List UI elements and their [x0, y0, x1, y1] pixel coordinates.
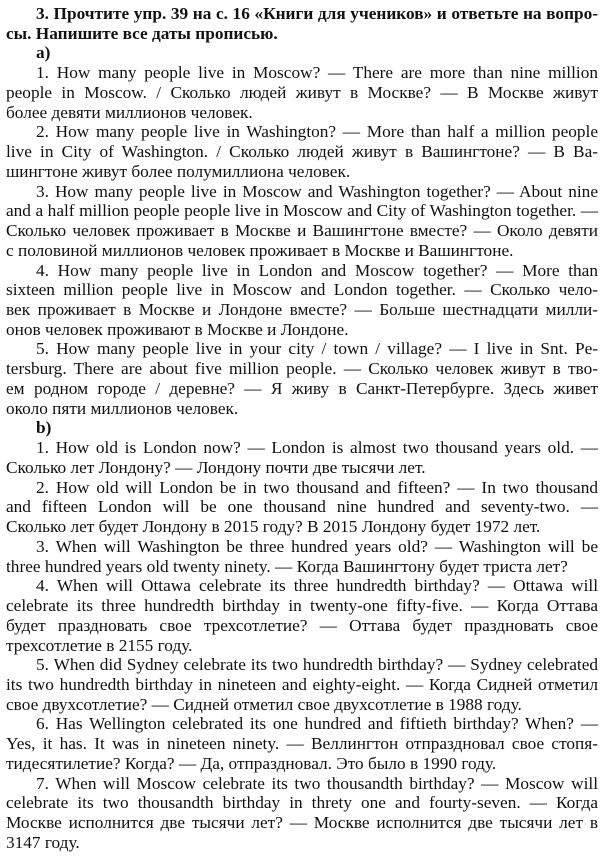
task-paragraph	[6, 4, 598, 43]
text-line: 4. When will Ottawa celebrate its three hundredth birthday? — Ottawa will	[36, 576, 598, 596]
text-line: tersburg. There are about five million people. — Сколько человек живут в тво-	[6, 359, 598, 379]
text-line: сы. Напишите все даты прописью.	[6, 23, 278, 43]
text-line: 5. How many people live in your city / town / village? — I live in Snt. Pe-	[36, 339, 598, 359]
text-line: 3. How many people live in Moscow and Washington together? — About nine	[36, 181, 598, 201]
text-line: 3147 году.	[6, 832, 80, 852]
text-line: 7. When will Moscow celebrate its two thousandth birthday? — Moscow will	[36, 773, 598, 793]
text-line: its two hundredth birthday in nineteen and eighty-eight. — Когда Сидней отметил	[6, 674, 598, 694]
section-a	[6, 63, 598, 418]
section-b	[6, 438, 598, 852]
text-line: 2. How old will London be in two thousand and fifteen? — In two thousand	[36, 477, 598, 497]
answer-item	[6, 576, 598, 655]
text-line: шингтоне живут более полумиллиона человек.	[6, 161, 351, 181]
answer-item	[6, 63, 598, 122]
text-line: около пяти миллионов человек.	[6, 398, 239, 418]
text-line: celebrate its three hundredth birthday in twenty-one fifty-five. — Когда Оттава	[6, 596, 598, 616]
text-line: 2. How many people live in Washington? — More than half a million people	[36, 122, 598, 142]
task-heading	[6, 4, 598, 43]
answer-item	[6, 122, 598, 181]
text-line: онов человек проживают в Москве и Лондоне.	[6, 319, 349, 339]
text-line: Москве исполнится две тысячи лет? — Москве исполнится две тысячи лет в	[6, 813, 598, 833]
answer-item	[6, 438, 598, 477]
answer-item	[6, 261, 598, 340]
answer-item	[6, 478, 598, 537]
text-line: 6. Has Wellington celebrated its one hundred and fiftieth birthday? When? —	[36, 714, 598, 734]
answer-item	[6, 537, 598, 576]
text-line: 5. When did Sydney celebrate its two hundredth birthday? — Sydney celebrated	[36, 655, 598, 675]
text-line: век проживает в Москве и Лондоне вместе? — Больше шестнадцати милли-	[6, 300, 598, 320]
text-line: ем родном городе / деревне? — Я живу в Санкт-Петербурге. Здесь живет	[6, 378, 598, 398]
text-line: live in City of Washington. / Сколько людей живут в Вашингтоне? — В Ва-	[6, 142, 598, 162]
text-line: Yes, it has. It was in nineteen ninety. — Веллингтон отпраздновал свое стопя-	[6, 734, 598, 754]
text-line: 3. Прочтите упр. 39 на с. 16 «Книги для учеников» и ответьте на вопро-	[36, 4, 598, 23]
answer-item	[6, 655, 598, 714]
text-line: Сколько человек проживает в Москве и Вашингтоне вместе? — Около девяти	[6, 221, 598, 241]
answer-item	[6, 182, 598, 261]
answer-item	[6, 774, 598, 853]
text-line: 3. When will Washington be three hundred years old? — Washington will be	[36, 536, 598, 556]
answer-item	[6, 339, 598, 418]
text-line: and a half million people people live in Moscow and City of Washington together. —	[6, 201, 598, 221]
text-line: 1. How old is London now? — London is almost two thousand years old. —	[36, 438, 598, 458]
text-line: three hundred years old twenty ninety. — Когда Вашингтону будет триста лет?	[6, 556, 568, 576]
text-line: с половиной миллионов человек проживает в Москве и Вашингтоне.	[6, 240, 514, 260]
text-line: тидесятилетие? Когда? — Да, отпраздновал. Это было в 1990 году.	[6, 753, 497, 773]
text-line: трехсотлетие в 2155 году.	[6, 635, 193, 655]
section-b-label: b)	[36, 418, 52, 438]
text-line: свое двухсотлетие? — Сидней отметил свое двухсотлетие в 1988 году.	[6, 694, 522, 714]
answer-item	[6, 714, 598, 773]
text-line: people in Moscow. / Сколько людей живут в Москве? — В Москве живут	[6, 82, 598, 102]
text-line: более девяти миллионов человек.	[6, 102, 253, 122]
text-line: Сколько лет Лондону? — Лондону почти две тысячи лет.	[6, 457, 426, 477]
text-line: and fifteen London will be one thousand nine hundred and seventy-two. —	[6, 497, 598, 517]
text-line: 4. How many people live in London and Moscow together? — More than	[36, 260, 598, 280]
text-line: sixteen million people live in Moscow and London together. — Сколько чело-	[6, 280, 598, 300]
section-a-label: a)	[36, 43, 51, 63]
text-line: будет праздновать свое трехсотлетие? — Оттава будет праздновать свое	[6, 615, 598, 635]
text-line: 1. How many people live in Moscow? — There are more than nine million	[36, 63, 598, 83]
text-line: Сколько лет будет Лондону в 2015 году? В 2015 Лондону будет 1972 лет.	[6, 517, 541, 537]
text-line: celebrate its two thousandth birthday in threty one and fourty-seven. — Когда	[6, 793, 598, 813]
